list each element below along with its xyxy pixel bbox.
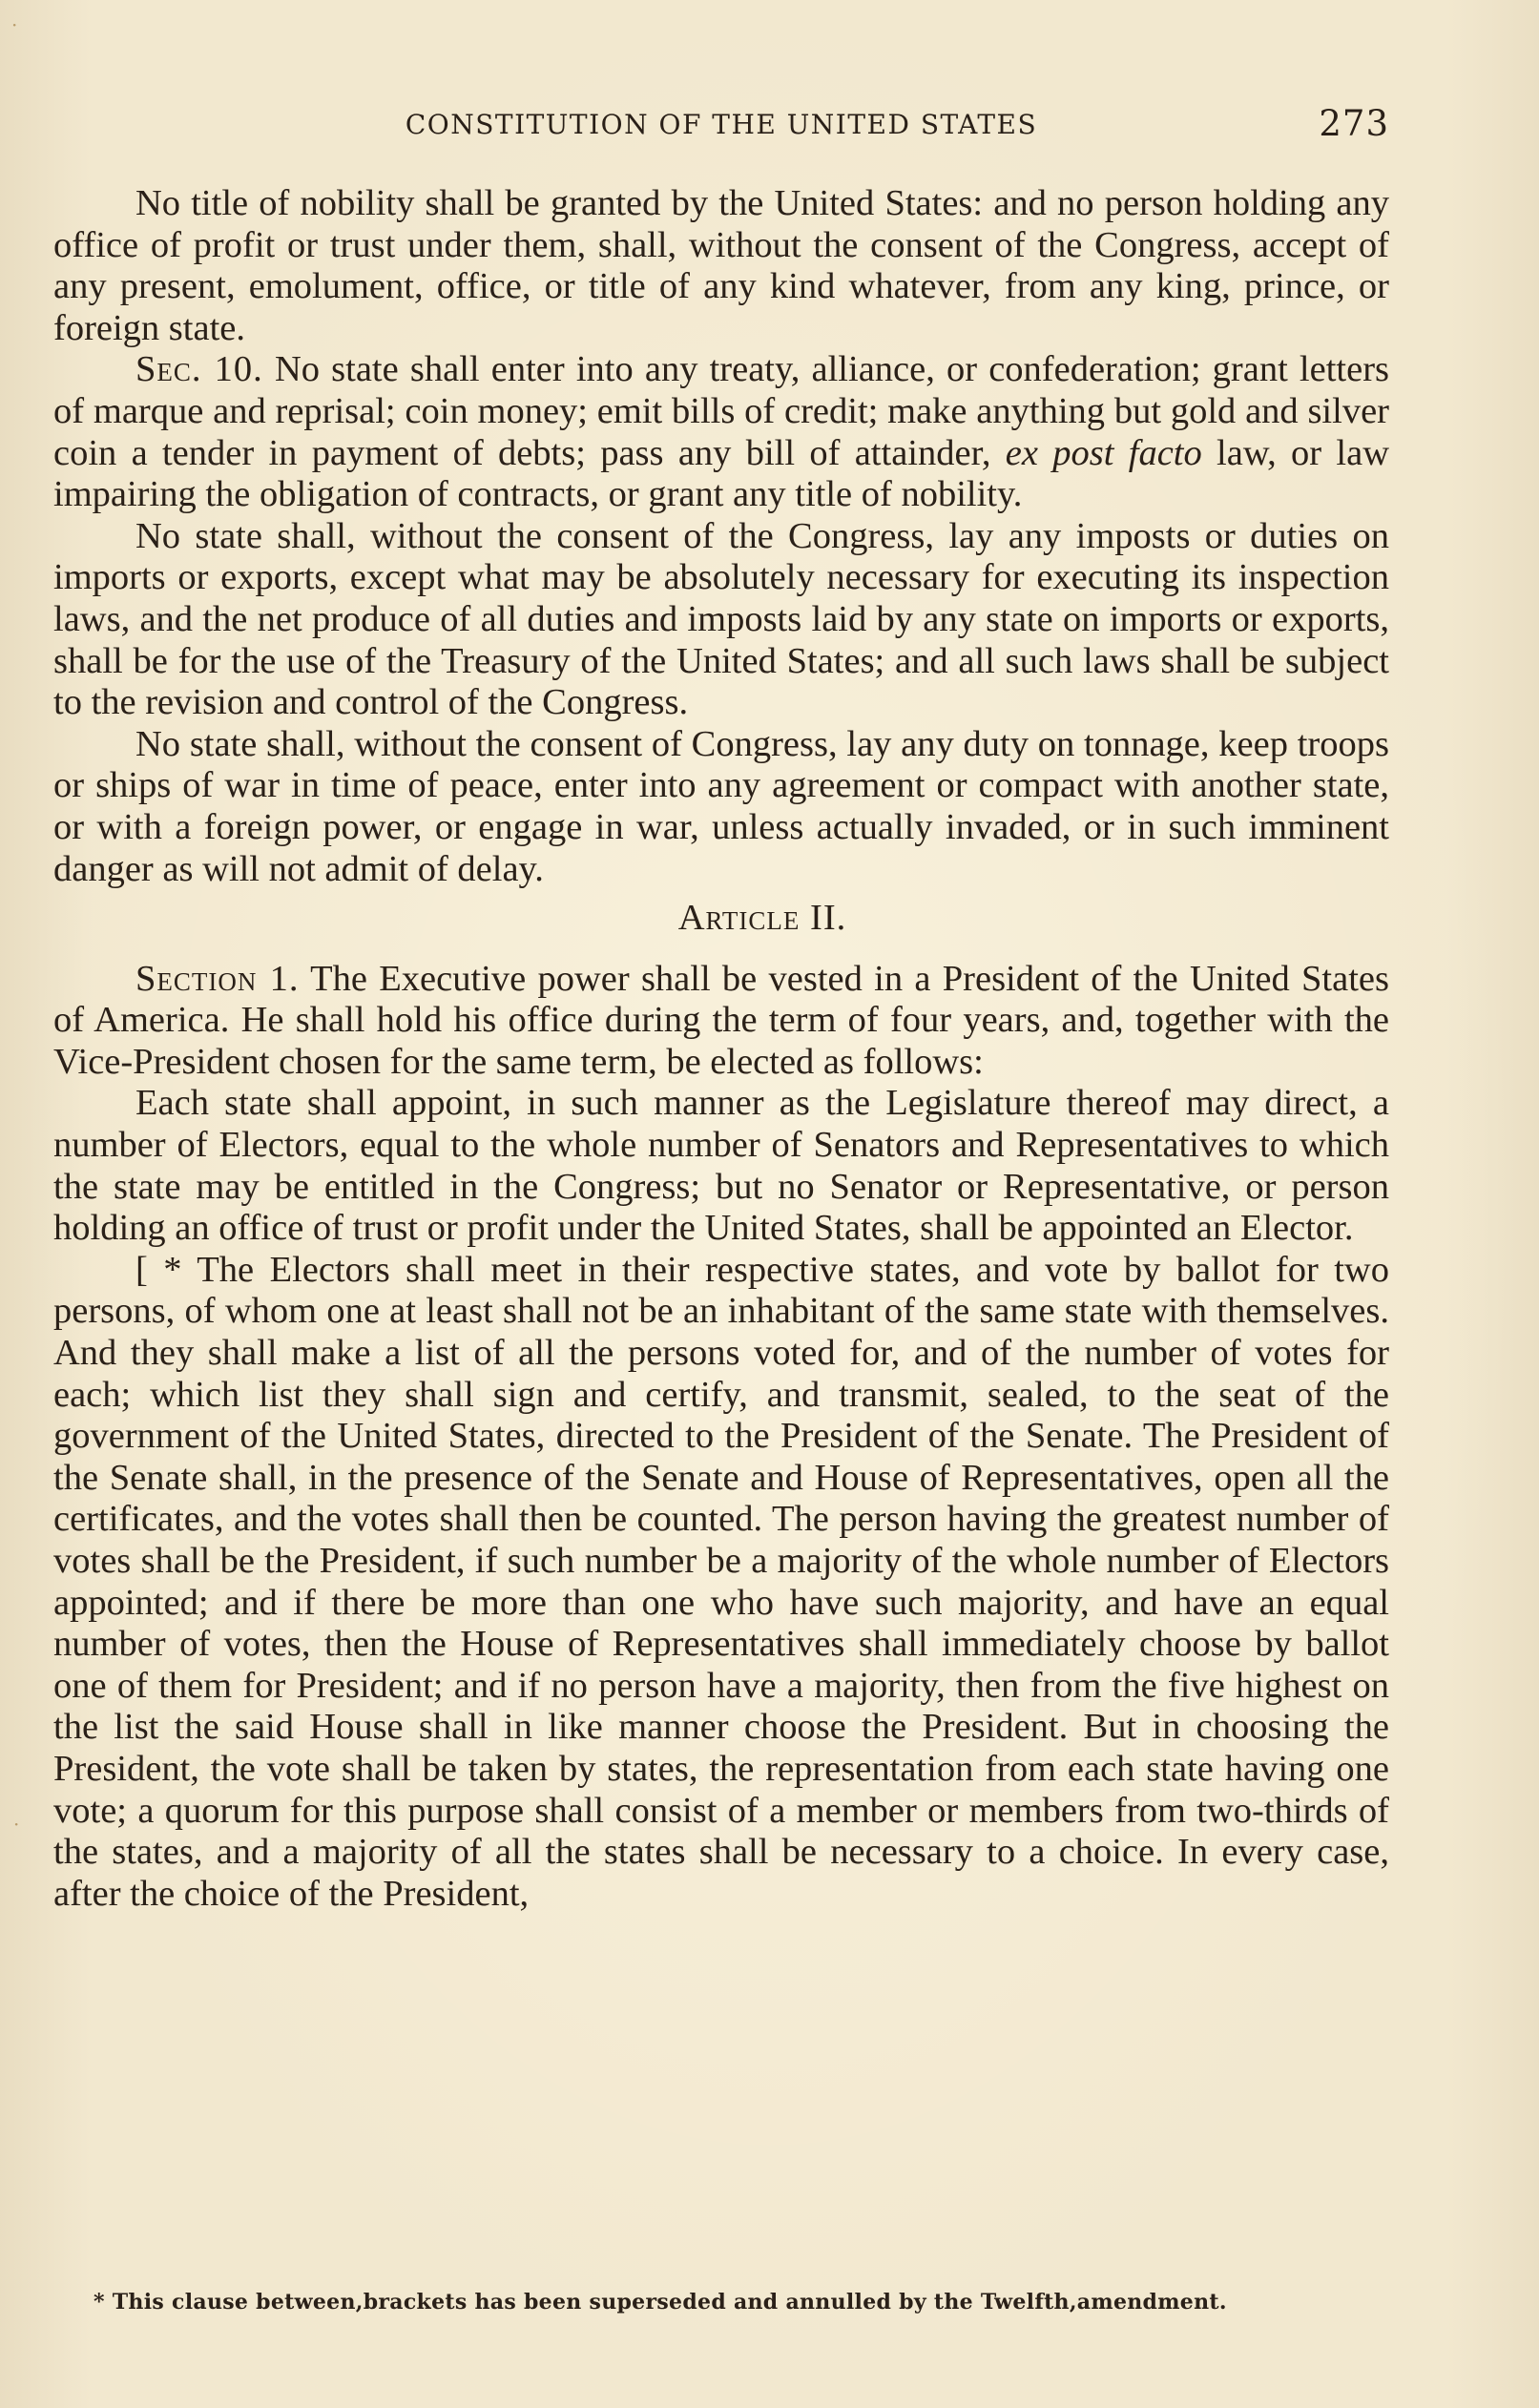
paragraph-text: law, or law impairing the obligation of contracts, or grant any title of nobility. bbox=[53, 432, 1390, 515]
margin-speck: · bbox=[11, 13, 18, 36]
footnote: * This clause between,brackets has been superseded and annulled by the Twelfth,amendment. bbox=[94, 2290, 1227, 2315]
paragraph-electors-ballot bbox=[53, 1250, 1389, 1916]
section-label: Sec. 10. bbox=[135, 349, 263, 390]
paragraph-text: The Electors shall meet in their respective states, and vote by ballot for two persons, of whom one at least shall not be an inhabitant of the same state with themselves. And they shall make a list of all the persons voted for, and of the number of votes for each; which list they shall sign and certify, and transmit, sealed, to the seat of the government of the United States, directed to the President of the Senate. The President of the Senate shall, in the presence of the Senate and House of Representatives, open all the certificates, and the votes shall then be counted. The person having the greatest number of votes shall be the President, if such number be a majority of the whole number of Electors appointed; and if there be more than one who have such majority, and have an equal number of votes, then the House of Representatives shall immediately choose by ballot one of them for President; and if no person have a majority, then from the five highest on the list the said House shall in like manner choose the President. But in choosing the President, the vote shall be taken by states, the representation from each state having one vote; a quorum for this purpose shall consist of a member or members from two-thirds of the states, and a majority of all the states shall be necessary to a choice. In every case, after the choice of the President, bbox=[53, 1249, 1389, 1914]
paragraph-tonnage: No state shall, without the consent of Congress, lay any duty on tonnage, keep troops or ships of war in time of peace, enter into any agreement or compact with another state, or with a foreign power, or engage in war, unless actually invaded, or in such imminent danger as will not admit of delay. bbox=[53, 723, 1389, 889]
article-heading: Article II. bbox=[677, 898, 847, 939]
page-header bbox=[53, 103, 1389, 149]
section-label: Section 1. bbox=[135, 958, 300, 999]
paragraph-electors-appointment: Each state shall appoint, in such manner as the Legislature thereof may direct, a number of Electors, equal to the whole number of Senators and Representatives to which the state may be entitled in the Congress; but no Senator or Representative, or person holding an office of trust or profit under the United States, shall be appointed an Elector. bbox=[53, 1083, 1389, 1249]
bracket-mark: [ * bbox=[135, 1249, 198, 1290]
page-number: 273 bbox=[1319, 103, 1389, 144]
margin-speck: · bbox=[13, 1813, 20, 1836]
paragraph-text: The Executive power shall be vested in a President of the United States of America. He shall hold his office during the term of four years, and, together with the Vice-President chosen for the same term, be elected as follows: bbox=[53, 958, 1389, 1082]
paragraph-section-1 bbox=[53, 959, 1389, 1084]
paragraph-text: No state shall enter into any treaty, alliance, or confederation; grant letters of marque and reprisal; coin money; emit bills of credit; make anything but gold and silver coin a tender in payment of debts; pass any bill of attainder, bbox=[53, 349, 1390, 473]
paragraph-titles-of-nobility: No title of nobility shall be granted by the United States: and no person holding any office of profit or trust under them, shall, without the consent of the Congress, accept of any present, emolument, office, or title of any kind whatever, from any king, prince, or foreign state. bbox=[53, 183, 1389, 348]
running-head: CONSTITUTION OF THE UNITED STATES bbox=[405, 109, 1038, 140]
body-text bbox=[53, 183, 1389, 1915]
italic-phrase: ex post facto bbox=[1005, 432, 1202, 473]
paragraph-section-10 bbox=[53, 349, 1389, 515]
paragraph-imposts: No state shall, without the consent of the Congress, lay any imposts or duties on imports or exports, except what may be absolutely necessary for executing its inspection laws, and the net produce of all duties and imposts laid by any state on imports or exports, shall be for the use of the Treasury of the United States; and all such laws shall be subject to the revision and control of the Congress. bbox=[53, 515, 1389, 723]
